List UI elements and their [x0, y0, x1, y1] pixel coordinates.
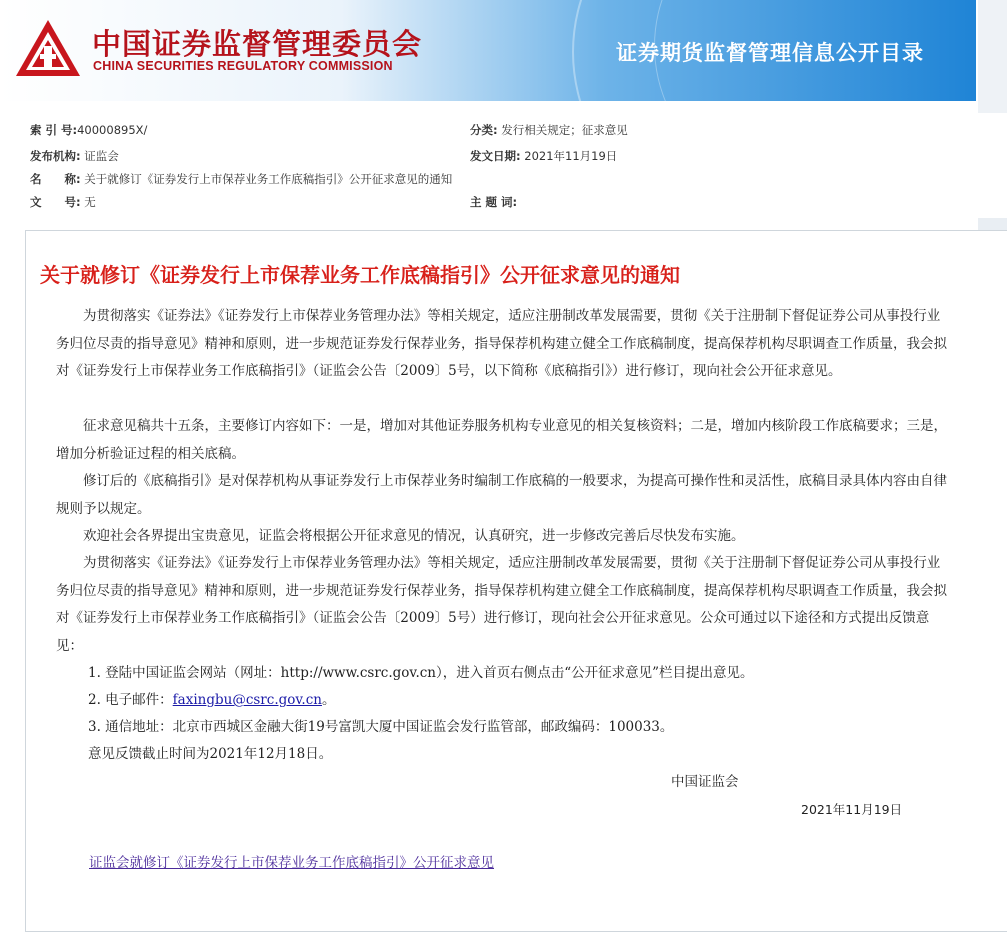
meta-label: 分类:: [470, 123, 498, 137]
meta-label: 文 号:: [30, 195, 81, 209]
item-suffix: 。: [321, 692, 336, 708]
meta-docno: [30, 194, 96, 212]
signature-date: 2021年11月19日: [801, 802, 903, 817]
side-tab[interactable]: [978, 0, 1007, 113]
org-name-en[interactable]: CHINA SECURITIES REGULATORY COMMISSION: [93, 59, 393, 73]
meta-value: 发行相关规定；征求意见: [501, 123, 628, 137]
item-label: 2. 电子邮件：: [88, 692, 173, 708]
body-paragraph: 为贯彻落实《证券法》《证券发行上市保荐业务管理办法》等相关规定，适应注册制改革发展需要，贯彻《关于注册制下督促证券公司从事投行业务归位尽责的指导意见》精神和原则，进一步规范证券发行保荐业务，指导保荐机构建立健全工作底稿制度，提高保荐机构尽职调查工作质量，我会拟对《证券发行上市保荐业务工作底稿指引》（证监会公告〔2009〕5号）进行修订，现向社会公开征求意见。公众可通过以下途径和方式提出反馈意见：: [56, 555, 947, 654]
attachment-link[interactable]: 证监会就修订《证券发行上市保荐业务工作底稿指引》公开征求意见: [89, 855, 494, 871]
feedback-item-email: [88, 687, 335, 715]
org-name-cn[interactable]: 中国证券监督管理委员会: [92, 27, 423, 61]
meta-label: 发文日期:: [470, 149, 521, 163]
feedback-item-address: 3. 通信地址：北京市西城区金融大街19号富凯大厦中国证监会发行监管部，邮政编码：100033。: [88, 719, 674, 735]
site-header: [0, 0, 976, 101]
signature: 中国证监会: [671, 774, 739, 790]
body-paragraph: 为贯彻落实《证券法》《证券发行上市保荐业务管理办法》等相关规定，适应注册制改革发展需要，贯彻《关于注册制下督促证券公司从事投行业务归位尽责的指导意见》精神和原则，进一步规范证券发行保荐业务，指导保荐机构建立健全工作底稿制度，提高保荐机构尽职调查工作质量，我会拟对《证券发行上市保荐业务工作底稿指引》（证监会公告〔2009〕5号，以下简称《底稿指引》）进行修订，现向社会公开征求意见。: [56, 308, 947, 379]
meta-label: 发布机构:: [30, 149, 81, 163]
meta-value: 2021年11月19日: [524, 149, 618, 163]
meta-index: [30, 122, 147, 140]
directory-title: 证券期货监督管理信息公开目录: [616, 41, 924, 65]
meta-value: 关于就修订《证券发行上市保荐业务工作底稿指引》公开征求意见的通知: [84, 172, 453, 186]
meta-subject: [470, 194, 517, 212]
body-paragraph: 欢迎社会各界提出宝贵意见，证监会将根据公开征求意见的情况，认真研究，进一步修改完善后尽快发布实施。: [83, 528, 745, 544]
meta-value: 无: [84, 195, 96, 209]
meta-category: [470, 122, 628, 140]
meta-value: 40000895X/: [77, 123, 148, 137]
deadline-text: 意见反馈截止时间为2021年12月18日。: [88, 746, 333, 762]
meta-date: [470, 148, 617, 166]
body-paragraph: 修订后的《底稿指引》是对保荐机构从事证券发行上市保荐业务时编制工作底稿的一般要求，为提高可操作性和灵活性，底稿目录具体内容由自律规则予以规定。: [56, 473, 947, 517]
article-card: [25, 230, 1007, 932]
meta-label: 主 题 词:: [470, 195, 518, 209]
feedback-item-website: 1. 登陆中国证监会网站（网址：http://www.csrc.gov.cn），进入首页右侧点击“公开征求意见”栏目提出意见。: [88, 665, 754, 681]
meta-label: 索 引 号:: [30, 123, 78, 137]
meta-value: 证监会: [84, 149, 119, 163]
email-link[interactable]: faxingbu@csrc.gov.cn: [172, 692, 322, 708]
csrc-emblem-icon[interactable]: [14, 18, 82, 78]
meta-label: 名 称:: [30, 172, 81, 186]
meta-name: [30, 171, 452, 189]
meta-publisher: [30, 148, 119, 166]
body-paragraph: 征求意见稿共十五条，主要修订内容如下：一是，增加对其他证券服务机构专业意见的相关复核资料；二是，增加内核阶段工作底稿要求；三是，增加分析验证过程的相关底稿。: [56, 418, 947, 462]
article-title: 关于就修订《证券发行上市保荐业务工作底稿指引》公开征求意见的通知: [40, 263, 680, 287]
